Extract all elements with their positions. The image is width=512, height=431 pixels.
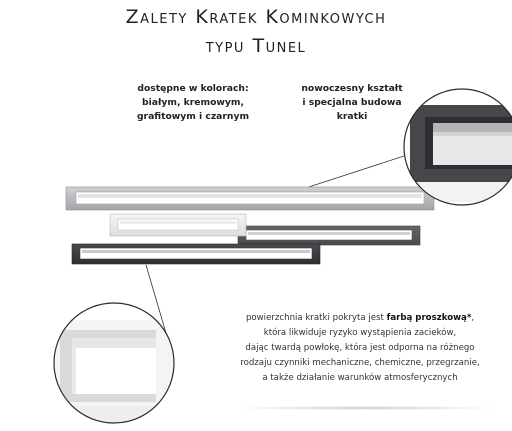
description-line: dając twardą powłokę, która jest odporna na różnego bbox=[245, 343, 475, 353]
colors-note-line: grafitowym i czarnym bbox=[136, 111, 250, 122]
colors-note-line: dostępne w kolorach: bbox=[137, 83, 249, 94]
shape-note-line: kratki bbox=[336, 111, 368, 122]
grille-graphite bbox=[238, 226, 420, 245]
description-bold-text: farbą proszkową* bbox=[386, 313, 472, 323]
grille-white bbox=[110, 214, 246, 236]
grille-black bbox=[72, 244, 320, 264]
page-title: Zalety Kratek Kominkowych bbox=[125, 6, 387, 28]
grille-silver bbox=[66, 187, 434, 210]
colors-note-line: białym, kremowym, bbox=[142, 97, 244, 108]
shape-note-line: nowoczesny kształt bbox=[301, 83, 403, 94]
detail-zoom-white bbox=[54, 303, 184, 426]
description-line: która likwiduje ryzyko wystąpienia zacieków, bbox=[263, 328, 457, 338]
page-subtitle: typu Tunel bbox=[205, 35, 307, 57]
description-text: powierzchnia kratki pokryta jest bbox=[245, 313, 387, 323]
description-line bbox=[226, 311, 494, 326]
detail-zoom-dark bbox=[404, 89, 512, 205]
description-line: a także działanie warunków atmosferycznych bbox=[262, 373, 458, 383]
description-text: , bbox=[471, 313, 475, 323]
description bbox=[226, 311, 494, 386]
description-line: rodzaju czynniki mechaniczne, chemiczne, przegrzanie, bbox=[240, 358, 480, 368]
floor-shadow bbox=[232, 406, 500, 410]
shape-note-line: i specjalna budowa bbox=[302, 97, 402, 108]
